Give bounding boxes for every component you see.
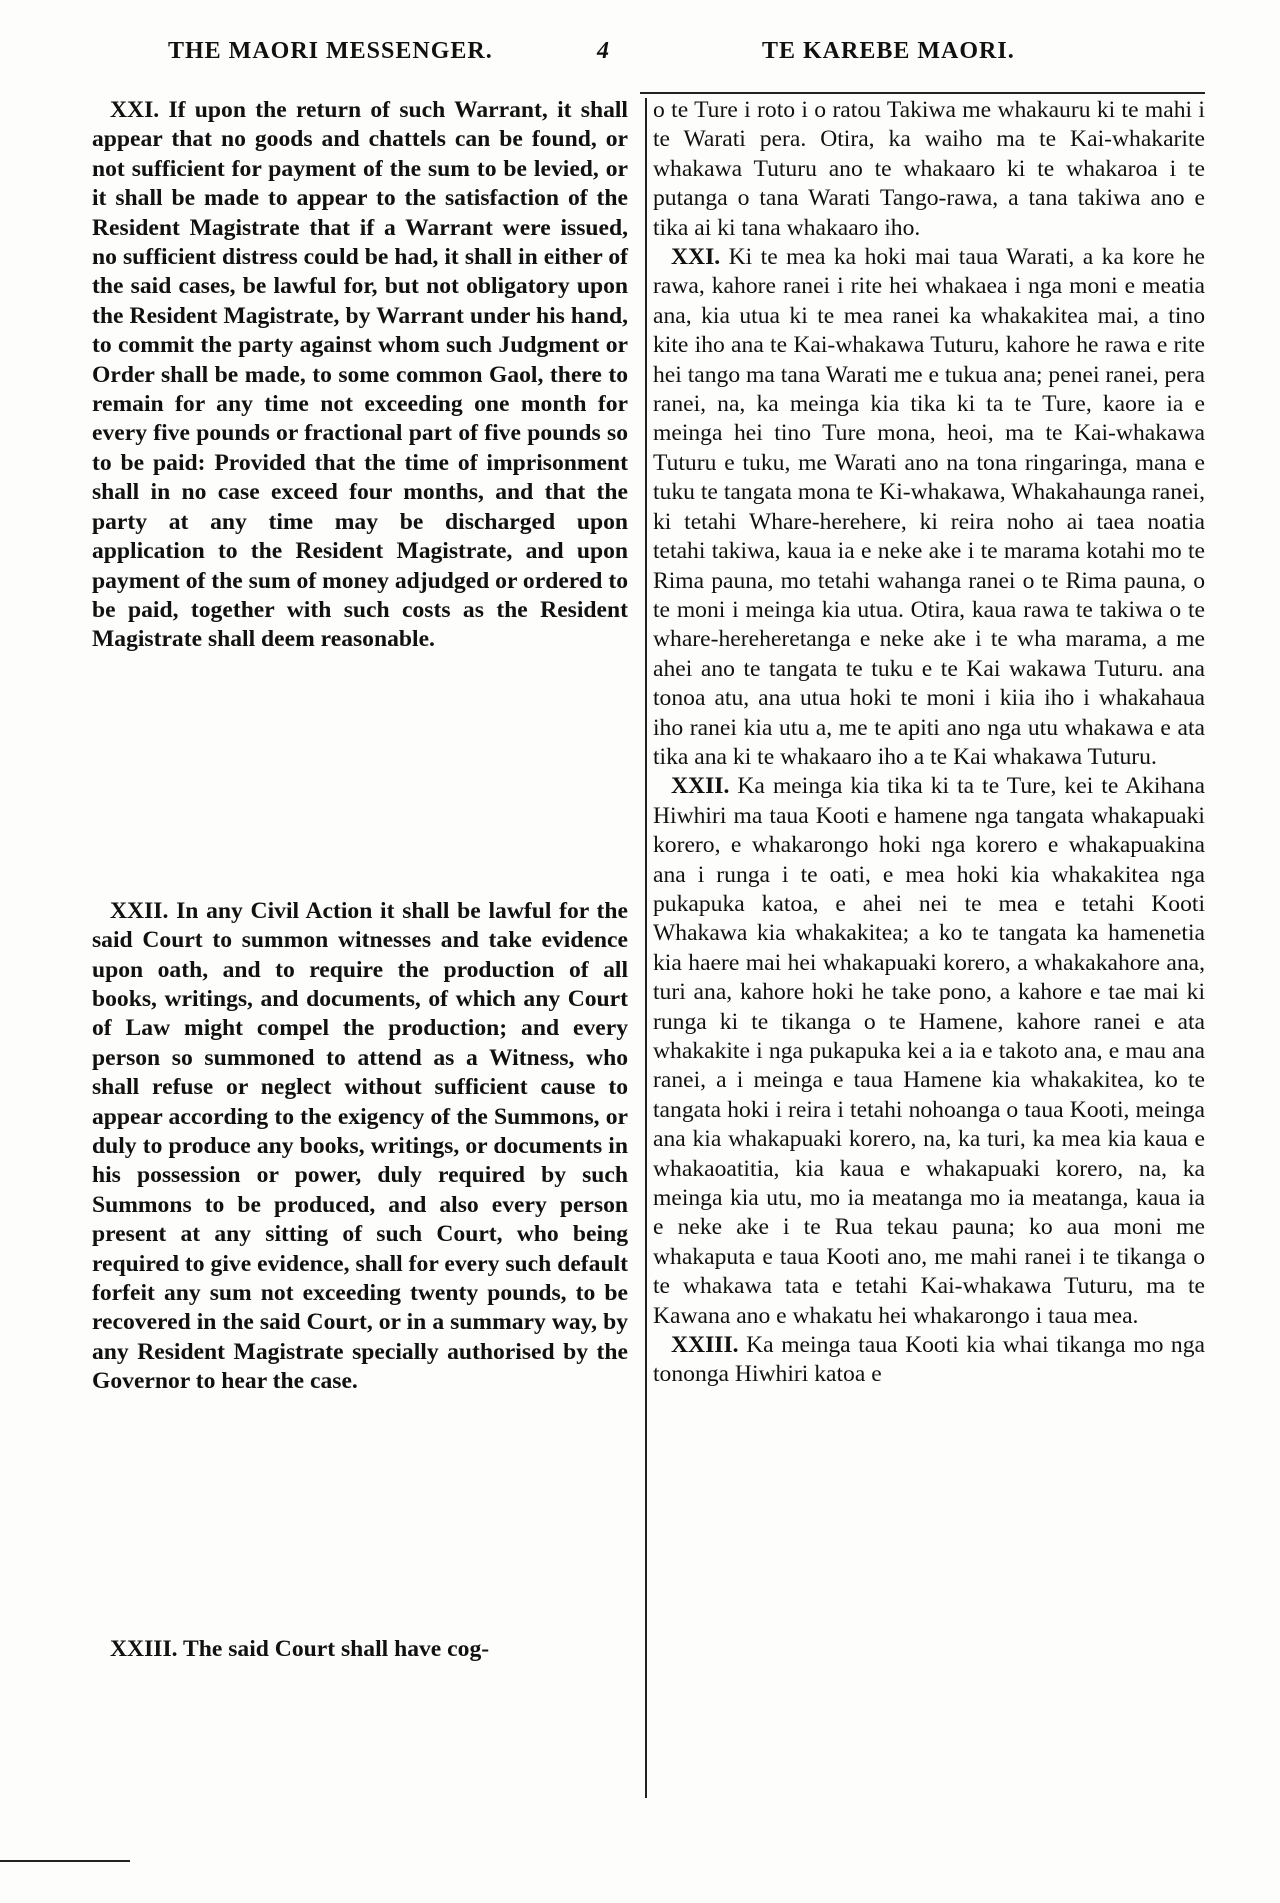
section-xxiii-english bbox=[92, 1635, 628, 1664]
column-gap bbox=[92, 655, 628, 897]
section-number: XXIII. bbox=[671, 1332, 739, 1359]
section-number: XXII. bbox=[110, 897, 169, 924]
page-header bbox=[0, 38, 1280, 78]
page-number: 4 bbox=[597, 38, 610, 64]
section-number: XXI. bbox=[671, 244, 721, 271]
section-xxii-maori bbox=[653, 772, 1205, 1331]
english-column bbox=[92, 96, 628, 1664]
section-text: Ki te mea ka hoki mai taua Warati, a ka kore he rawa, kahore ranei i rite hei whakaea i nga moni e meatia ana, kia utua ki te mea ranei ka whakakitea mai, a tino kite iho ana te Kai-whakawa Tuturu, kahore he rawa e rite hei tango ma tana Warati me e tukua ana; penei ranei, pera ranei, na, ka meinga kia tika ki ta te Ture, kaore ia e meinga hei tino Ture mona, heoi, ma te Kai-whakawa Tuturu e tuku, me Warati ano na tona ringaringa, mana e tuku te tangata mona te Ki-whakawa, Whakahaunga ranei, ki tetahi Whare-herehere, ki reira noho ai taea noatia tetahi takiwa, kaua ia e neke ake i te marama kotahi mo te Rima pauna, mo tetahi wahanga ranei o te Rima pauna, o te moni i meinga kia utua. Otira, kaua rawa te takiwa o te whare-hereheretanga e neke ake i te wha marama, a me ahei ano te tangata te tuku e te Kai wakawa Tuturu. ana tonoa atu, ana utua hoki te moni i kiia iho i whakahaua iho ranei kia utu a, me te apiti ano nga utu whakawa e ata tika ana ki te whakaaro iho a te Kai whakawa Tuturu. bbox=[653, 244, 1205, 770]
header-maori-title: TE KAREBE MAORI. bbox=[762, 38, 1015, 64]
column-divider bbox=[645, 98, 647, 1798]
section-xxi-maori bbox=[653, 243, 1205, 772]
section-xxiii-maori bbox=[653, 1331, 1205, 1390]
section-text: In any Civil Action it shall be lawful for the said Court to summon witnesses and take evidence upon oath, and to require the production of all books, writings, and documents, of which any Court of Law might compel the production; and every person so summoned to attend as a Witness, who shall refuse or neglect without sufficient cause to appear according to the exigency of the Summons, or duly to produce any books, writings, or documents in his possession or power, duly required by such Summons to be produced, and also every person present at any sitting of such Court, who being required to give evidence, shall for every such default forfeit any sum not exceeding twenty pounds, to be recovered in the said Court, or in a summary way, by any Resident Magistrate specially authorised by the Governor to hear the case. bbox=[92, 897, 628, 1395]
section-text: Ka meinga kia tika ki ta te Ture, kei te Akihana Hiwhiri ma taua Kooti e hamene nga tangata whakapuaki korero, e whakarongo hoki nga korero e whakapuakina ana i runga i te oati, e mea hoki kia whakakitea nga pukapuka katoa, e ahei nei te mea e tetahi Kooti Whakawa kia whakakitea; a ko te tangata ka hamenetia kia haere mai hei whakapuaki korero, a whakakahore ana, turi ana, kahore hoki he take pono, a kahore e tae mai ki runga ki te tikanga o te Hamene, kahore ranei e ata whakakite i nga pukapuka kei a ia e takoto ana, e mau ana ranei, a i meinga e taua Hamene kia whakakitea, ko te tangata hoki i reira i tetahi nohoanga o taua Kooti, meinga ana kia whakapuaki korero, na, ka turi, ka mea kia kaua e whakaoatitia, kia kaua e whakapuaki korero, na, ka meinga kia utu, mo ia meatanga mo ia meatanga, kaua ia e neke ake i te Rua tekau pauna; ko aua moni me whakaputa e taua Kooti ano, me mahi ranei i te tikanga o te whakawa tata e tetahi Kai-whakawa Tuturu, ma te Kawana ano e whakatu hei whakarongo i taua mea. bbox=[653, 773, 1205, 1329]
continuation-maori bbox=[653, 96, 1205, 243]
section-xxii-english bbox=[92, 897, 628, 1397]
bottom-left-rule bbox=[0, 1860, 130, 1862]
section-text: o te Ture i roto i o ratou Takiwa me whakauru ki te mahi i te Warati pera. Otira, ka waiho ma te Kai-whakarite whakawa Tuturu ano te whakaaro ki te whakaroa i te putanga o tana Warati Tango-rawa, a tana takiwa ano e tika ai ki tana whakaaro iho. bbox=[653, 97, 1205, 241]
section-number: XXII. bbox=[671, 773, 730, 800]
section-number: XXI. bbox=[110, 97, 160, 123]
section-text: The said Court shall have cog- bbox=[183, 1635, 490, 1662]
section-text: Ka meinga taua Kooti kia whai tikanga mo nga tononga Hiwhiri katoa e bbox=[653, 1332, 1205, 1388]
maori-column bbox=[653, 96, 1205, 1390]
section-text: If upon the return of such Warrant, it shall appear that no goods and chattels can be found, or not sufficient for payment of the sum to be levied, or it shall be made to appear to the satisfaction of the Resident Magistrate that if a Warrant were issued, no sufficient distress could be had, it shall in either of the said cases, be lawful for, but not obligatory upon the Resident Magistrate, by Warrant under his hand, to commit the party against whom such Judgment or Order shall be made, to some common Gaol, there to remain for any time not exceeding one month for every five pounds or fractional part of five pounds so to be paid: Provided that the time of imprisonment shall in no case exceed four months, and that the party at any time may be discharged upon application to the Resident Magistrate, and upon payment of the sum of money adjudged or ordered to be paid, together with such costs as the Resident Magistrate shall deem reasonable. bbox=[92, 97, 628, 653]
section-number: XXIII. bbox=[110, 1635, 178, 1662]
section-xxi-english bbox=[92, 96, 628, 655]
header-rule bbox=[640, 92, 1205, 94]
column-gap bbox=[92, 1397, 628, 1635]
header-english-title: THE MAORI MESSENGER. bbox=[168, 38, 493, 64]
